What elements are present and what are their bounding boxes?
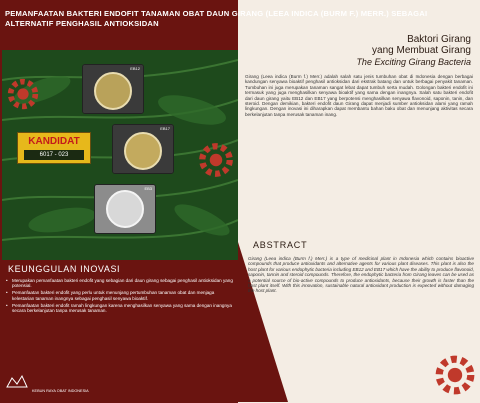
petri-label: EB3: [144, 186, 152, 191]
abstract-body: Girang (Leea indica (Burm f.) Merr.) is a type of medicinal plant in Indonesia which contains bioactive compounds that produce antioxidants and alternative agents for various plant diseases. This plant is also the host plant for various endophytic bacteria including EB12 and EB17 which have the ability to produce flavonoid, saponin, tannin and steroid compounds. Therefore, the endophytic bacteria from Girang leaves can be used as a potential source of bio-active compounds to produce antioxidants, because their growth is faster than the host plant itself. With this innovation, sustainable natural antioxidant production is expected without damaging the host plant.: [248, 256, 475, 294]
petri-dish-2: [112, 124, 174, 174]
candidate-badge: [17, 132, 91, 164]
badge-code: 6017 - 023: [24, 150, 84, 160]
petri-dish-3: [94, 184, 156, 234]
logo-text: KEBUN RAYA OBAT INDONESIA: [32, 389, 89, 393]
petri-image-2: [113, 125, 173, 173]
petri-dish-1: [82, 64, 144, 114]
petri-label: EB12: [130, 66, 140, 71]
list-item: • Merupakan pemanfaatan bakteri endofit yang sebagian dari daun girang sebagai penghasil antioksidan yang potensial.: [6, 278, 234, 289]
header-subtitle: The Exciting Girang Bacteria: [356, 57, 471, 67]
logo-icon: [6, 374, 28, 388]
gear-icon: [196, 140, 236, 180]
abstract-heading: ABSTRACT: [253, 240, 308, 250]
keunggulan-list: [6, 278, 234, 315]
petri-label: EB17: [160, 126, 170, 131]
gear-icon: [432, 352, 478, 398]
petri-image-3: [95, 185, 155, 233]
petri-image-1: [83, 65, 143, 113]
gear-icon: [5, 76, 41, 112]
badge-title: KANDIDAT: [28, 136, 80, 147]
poster-title: PEMANFAATAN BAKTERI ENDOFIT TANAMAN OBAT DAUN GIRANG (LEEA INDICA (BURM F.) MERR.) SEBAGAI ALTERNATIF PENGHASIL ANTIOKSIDAN: [5, 9, 428, 28]
list-item: • Pemanfaatan bakteri endofit yang perlu untuk menunjang pertumbuhan tanaman obat dan menjaga kelestarian tanaman inangnya sebagai penghasil senyawa bioaktif.: [6, 290, 234, 301]
right-header: [245, 34, 471, 68]
intro-paragraph: Girang (Leea indica (Burm f.) Merr.) adalah salah satu jenis tumbuhan obat di Indonesia dengan berbagai kandungan senyawa bioaktif penghasil antioksidan dari ekstrak batang dan untuk berbagai penyakit tanaman. Tumbuhan ini juga merupakan tanaman sangat lebat dapat tumbuh serta mudah. Golongan bakteri endofit ini termasuk yang juga menghasilkan senyawa bioaktif yang sama dengan inangnya. Salah satu bakteri endofit dari daun girang yaitu EB12 dan EB17 yang berpotensi menghasilkan senyawa flavonoid, saponin, tanin, dan steroid. Dengan demikian, bakteri endofit daun Girang dapat menjadi sumber antioksidan alami yang ramah lingkungan. Dengan inovasi ini diharapkan dapat membantu bahan baku obat dan menunjang aktivitas secara berkelanjutan tanpa merusak tanaman inang.: [245, 74, 473, 117]
list-item: • Pemanfaatan bakteri endofit ramah lingkungan karena menghasilkan senyawa yang sama dengan inangnya secara berkelanjutan tanpa merusak tanaman.: [6, 303, 234, 314]
header-line-1: Baktori Girang: [407, 34, 471, 45]
header-line-2: yang Membuat Girang: [372, 45, 471, 56]
keunggulan-heading: KEUNGGULAN INOVASI: [8, 264, 121, 274]
